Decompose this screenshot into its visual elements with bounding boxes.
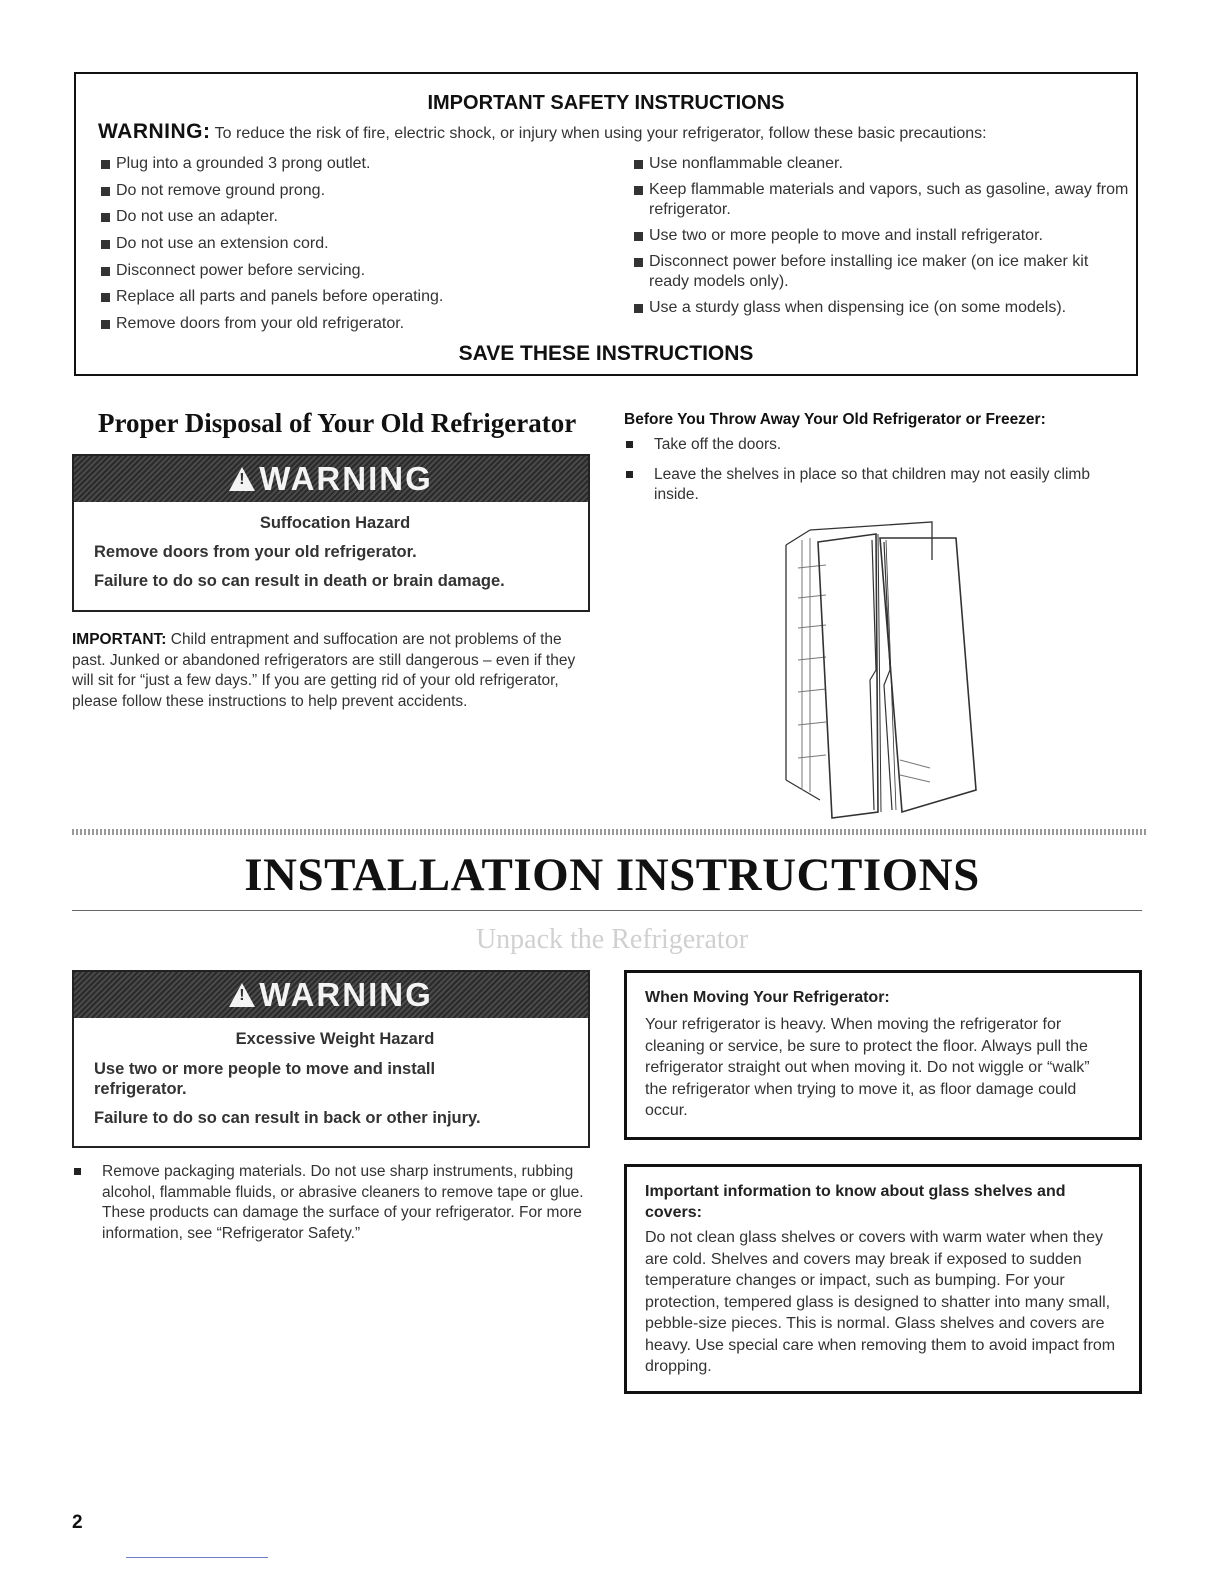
unpack-list xyxy=(72,1162,592,1244)
safety-instructions-box xyxy=(74,72,1138,376)
warning-banner xyxy=(74,972,588,1018)
warning-triangle-icon xyxy=(229,983,255,1007)
safety-list-right xyxy=(631,154,1131,324)
list-item: Take off the doors. xyxy=(624,435,1124,455)
list-item: Use nonflammable cleaner. xyxy=(631,154,1131,174)
warning-banner-text: WARNING xyxy=(259,976,433,1013)
warning-line: Use two or more people to move and install refrigerator. xyxy=(94,1060,436,1098)
warning-banner xyxy=(74,456,588,502)
warning-label: WARNING: xyxy=(98,120,211,143)
suffocation-warning-box xyxy=(72,454,590,612)
disposal-heading: Proper Disposal of Your Old Refrigerator xyxy=(98,408,577,438)
list-item: Disconnect power before servicing. xyxy=(98,261,598,281)
warning-banner-text: WARNING xyxy=(259,460,433,497)
list-item: Use two or more people to move and install refrigerator. xyxy=(631,226,1131,246)
list-item: Do not use an extension cord. xyxy=(98,234,598,254)
list-item: Do not remove ground prong. xyxy=(98,181,598,201)
footer-rule xyxy=(126,1557,268,1558)
list-item: Use a sturdy glass when dispensing ice (on some models). xyxy=(631,298,1131,318)
safety-list-left xyxy=(98,154,598,341)
list-item: Plug into a grounded 3 prong outlet. xyxy=(98,154,598,174)
safety-title: IMPORTANT SAFETY INSTRUCTIONS xyxy=(427,92,785,114)
moving-title: When Moving Your Refrigerator: xyxy=(645,989,890,1006)
hazard-title: Excessive Weight Hazard xyxy=(235,1030,435,1048)
warning-line: Remove doors from your old refrigerator. xyxy=(94,543,417,561)
list-item: Remove doors from your old refrigerator. xyxy=(98,314,598,334)
list-item: Keep flammable materials and vapors, such as gasoline, away from refrigerator. xyxy=(631,180,1131,220)
glass-shelves-info-box xyxy=(624,1164,1142,1394)
list-item: Replace all parts and panels before operating. xyxy=(98,287,598,307)
important-paragraph xyxy=(72,630,592,712)
list-item: Do not use an adapter. xyxy=(98,207,598,227)
moving-info-box xyxy=(624,970,1142,1140)
warning-triangle-icon xyxy=(229,467,255,491)
warning-body xyxy=(94,1030,576,1128)
glass-title: Important information to know about glass shelves and covers: xyxy=(645,1183,1066,1221)
hazard-title: Suffocation Hazard xyxy=(259,514,411,532)
save-instructions-title: SAVE THESE INSTRUCTIONS xyxy=(458,342,754,365)
unpack-subtitle: Unpack the Refrigerator xyxy=(475,924,749,955)
before-throw-away-heading: Before You Throw Away Your Old Refrigerator or Freezer: xyxy=(624,411,1046,428)
important-text: Child entrapment and suffocation are not problems of the past. Junked or abandoned refrigerators are still dangerous – even if they will sit for “just a few days.” If you are getting rid of your old refrigerator, please follow these instructions to help prevent accidents. xyxy=(72,631,576,710)
weight-warning-box xyxy=(72,970,590,1148)
warning-body xyxy=(94,514,576,591)
warning-line: Failure to do so can result in back or other injury. xyxy=(94,1109,481,1127)
refrigerator-doors-open-illustration xyxy=(780,520,980,820)
moving-text: Your refrigerator is heavy. When moving the refrigerator for cleaning or service, be sure to protect the floor. Always pull the refrigerator straight out when moving it. Do not wiggle or “walk” the refrigerator when trying to move it, as floor damage could occur. xyxy=(645,1016,1090,1119)
safety-warning-line xyxy=(98,120,987,144)
warning-text: To reduce the risk of fire, electric shock, or injury when using your refrigerator, follow these basic precautions: xyxy=(210,125,987,142)
section-divider xyxy=(72,829,1146,835)
important-label: IMPORTANT: xyxy=(72,631,167,648)
list-item: Disconnect power before installing ice maker (on ice maker kit ready models only). xyxy=(631,252,1131,292)
installation-title: INSTALLATION INSTRUCTIONS xyxy=(244,849,980,901)
glass-text: Do not clean glass shelves or covers with warm water when they are cold. Shelves and covers may break if exposed to sudden temperature changes or impact, such as bumping. For your protection, tempered glass is designed to shatter into many small, pebble-size pieces. This is normal. Glass shelves and covers are heavy. Use special care when removing them to avoid impact from dropping. xyxy=(645,1229,1116,1375)
list-item: Remove packaging materials. Do not use sharp instruments, rubbing alcohol, flammable fluids, or abrasive cleaners to remove tape or glue. These products can damage the surface of your refrigerator. For more information, see “Refrigerator Safety.” xyxy=(72,1162,592,1244)
before-throw-away-list xyxy=(624,435,1124,505)
list-item: Leave the shelves in place so that children may not easily climb inside. xyxy=(624,465,1124,505)
warning-line: Failure to do so can result in death or brain damage. xyxy=(94,572,505,590)
page-number: 2 xyxy=(72,1512,83,1533)
horizontal-rule xyxy=(72,910,1142,911)
